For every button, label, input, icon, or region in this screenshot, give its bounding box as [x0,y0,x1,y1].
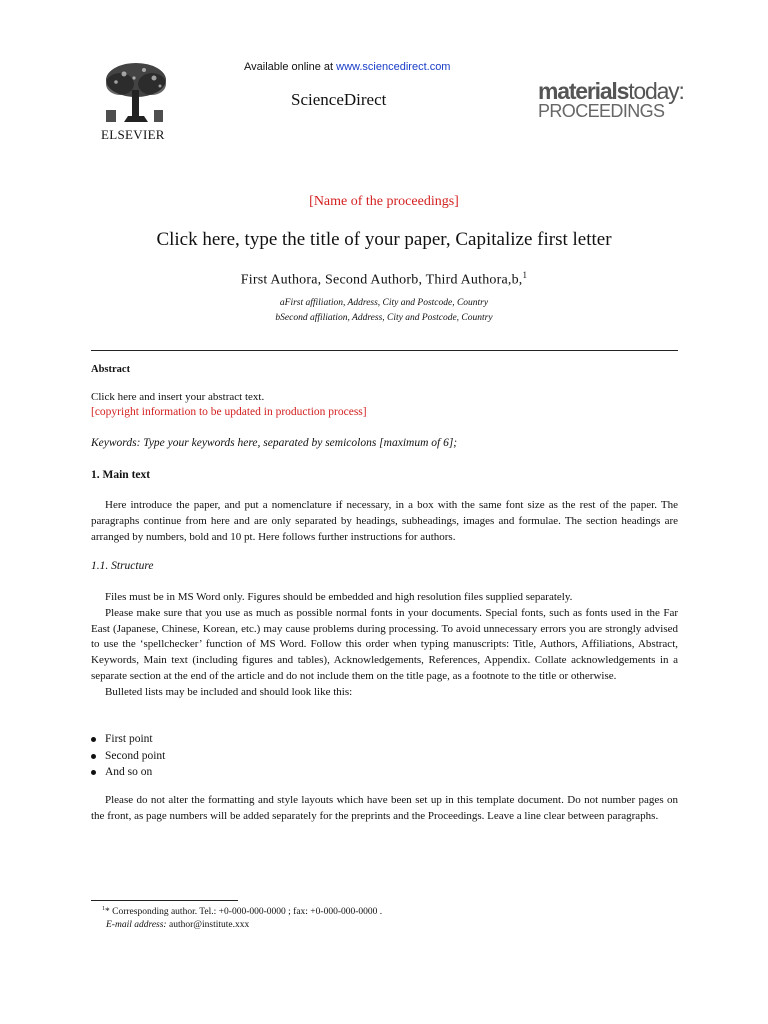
mt-logo-materials: materials [538,78,629,104]
abstract-heading: Abstract [91,364,131,375]
paragraph: Bulleted lists may be included and should look like this: [105,685,353,698]
affiliation-a[interactable]: aFirst affiliation, Address, City and Postcode, Country [279,298,489,308]
list-item-text: And so on [105,766,153,778]
footnote-divider [91,900,238,901]
paragraph: Please make sure that you use as much as possible normal fonts in your documents. Special fonts, such as fonts used in the Far East (Japanese, Chinese, Korean, etc.) may cause problems during processing. To avoid unnecessary errors you are strongly advised to use the ‘spellchecker’ function of MS Word. Follow this order when typing manuscripts: Title, Authors, Affiliations, Abstract, Keywords, Main text (including figures and tables), Acknowledgements, References, Appendix. Collate acknowledgements in a separate section at the end of the article and do not include them on the title page, as a footnote to the title or otherwise. [91,606,678,682]
list-item-text: First point [105,733,153,745]
bullet-icon [91,754,96,759]
author-footnote-marker: 1 [522,270,528,280]
structure-paragraphs[interactable] [91,590,678,701]
sciencedirect-link[interactable]: www.sciencedirect.com [336,61,451,73]
closing-paragraph[interactable] [91,793,678,825]
corresponding-author-text: * Corresponding author. Tel.: +0-000-000-0000 ; fax: +0-000-000-0000 . [105,907,383,918]
sciencedirect-heading: ScienceDirect [291,90,387,109]
email-address: author@institute.xxx [166,920,250,930]
mt-logo-proceedings: PROCEEDINGS [538,101,665,121]
proceedings-name[interactable]: [Name of the proceedings] [309,194,459,209]
author-names: First Authora, Second Authorb, Third Authora,b, [240,272,523,288]
keywords-line[interactable]: Keywords: Type your keywords here, separated by semicolons [maximum of 6]; [91,437,458,449]
list-item-text: Second point [105,749,166,762]
affiliation-b[interactable]: bSecond affiliation, Address, City and Postcode, Country [275,313,493,323]
subsection-heading-structure: 1.1. Structure [91,560,154,572]
section-heading-main-text: 1. Main text [91,469,151,481]
corresponding-author-footnote[interactable] [102,906,382,917]
paper-title[interactable]: Click here, type the title of your paper, Capitalize first letter [156,229,612,250]
bulleted-list[interactable] [91,731,165,781]
author-list[interactable] [0,270,768,289]
materials-today-logo [538,80,688,120]
email-footnote[interactable] [106,920,249,930]
available-online-prefix: Available online at [244,61,337,73]
elsevier-wordmark: ELSEVIER [101,127,165,142]
paragraph: Here introduce the paper, and put a nomenclature if necessary, in a box with the same font size as the rest of the paper. The paragraphs continue from here and are only separated by headings, subheadings, images and formulae. The section headings are arranged by numbers, bold and 10 pt. Here follows further instructions for authors. [91,499,678,543]
list-item [91,731,165,748]
copyright-notice: [copyright information to be updated in production process] [91,406,367,418]
list-item [91,748,165,765]
paragraph: Files must be in MS Word only. Figures should be embedded and high resolution files supplied separately. [105,591,573,603]
available-online-line [244,61,450,73]
email-label: E-mail address: [106,920,167,930]
mt-logo-colon: : [678,78,684,104]
header-divider [91,350,678,351]
list-item [91,764,165,781]
footnote-marker: 1 [102,906,105,912]
main-text-intro[interactable] [91,498,678,545]
bullet-icon [91,737,96,742]
bullet-icon [91,770,96,775]
paragraph: Please do not alter the formatting and style layouts which have been set up in this template document. Do not number pages on the front, as page numbers will be added separately for the preprints and the Proceedings. Leave a line clear between paragraphs. [91,794,678,822]
mt-logo-today: today [628,78,679,104]
abstract-text[interactable]: Click here and insert your abstract text. [91,391,265,403]
